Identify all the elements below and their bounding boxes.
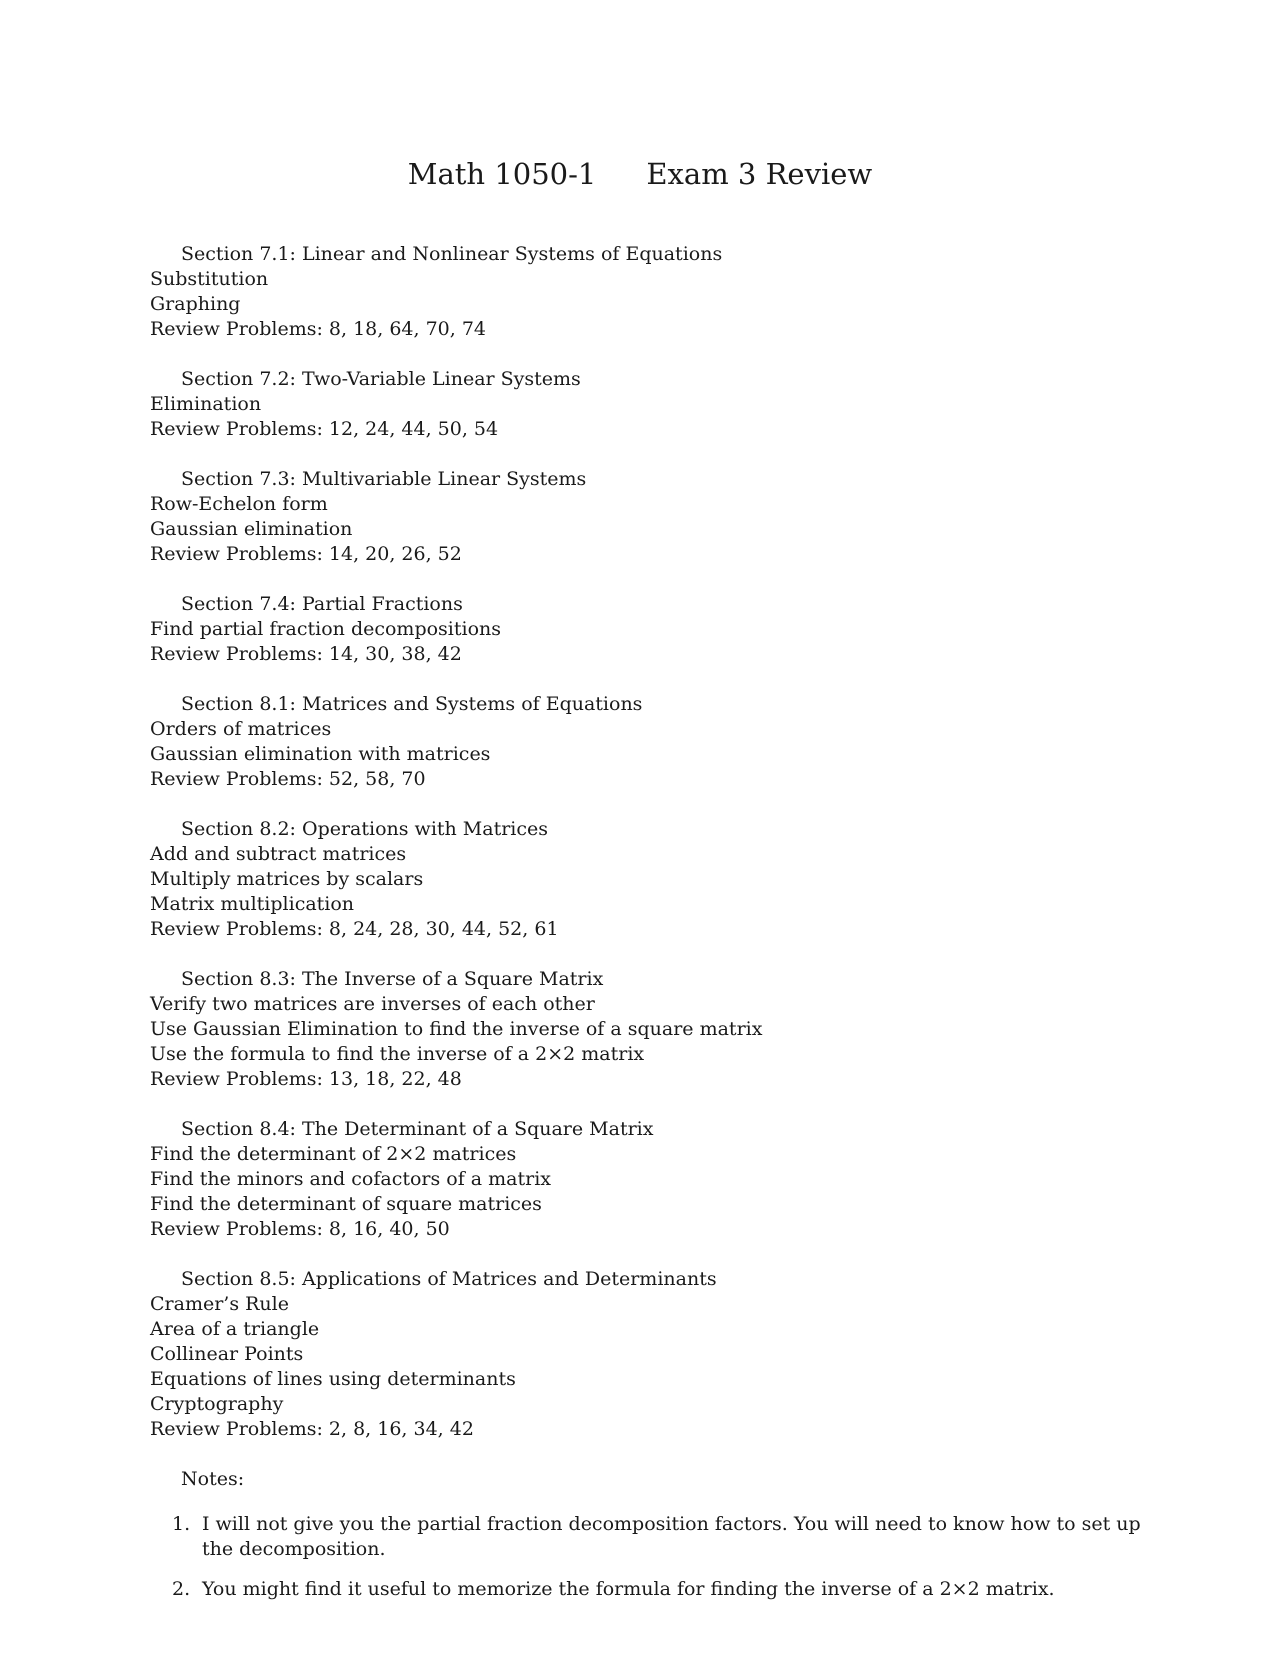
review-section — [150, 967, 1150, 1092]
review-problems: Review Problems: 52, 58, 70 — [150, 768, 426, 790]
topic-item: Orders of matrices — [150, 718, 332, 740]
topic-item: Find the determinant of square matrices — [150, 1193, 542, 1215]
review-content — [150, 242, 1150, 1617]
review-section — [150, 367, 1150, 442]
section-heading: Section 8.2: Operations with Matrices — [181, 818, 549, 840]
topic-item: Use Gaussian Elimination to find the inverse of a square matrix — [150, 1018, 763, 1040]
review-problems: Review Problems: 8, 18, 64, 70, 74 — [150, 318, 487, 340]
review-problems: Review Problems: 8, 24, 28, 30, 44, 52, 61 — [150, 918, 559, 940]
note-text: You might find it useful to memorize the formula for finding the inverse of a 2×2 matrix. — [202, 1578, 1055, 1600]
section-heading: Section 8.3: The Inverse of a Square Matrix — [181, 968, 604, 990]
topic-item: Area of a triangle — [150, 1318, 320, 1340]
section-heading: Section 7.1: Linear and Nonlinear Systems of Equations — [181, 243, 723, 265]
topic-item: Row-Echelon form — [150, 493, 328, 515]
section-heading: Section 7.4: Partial Fractions — [181, 593, 463, 615]
note-text: I will not give you the partial fraction decomposition factors. You will need to know how to set up the decomposition. — [202, 1513, 1141, 1560]
review-section — [150, 467, 1150, 567]
notes-heading: Notes: — [181, 1468, 245, 1490]
section-heading: Section 8.5: Applications of Matrices and Determinants — [181, 1268, 717, 1290]
review-problems: Review Problems: 14, 20, 26, 52 — [150, 543, 462, 565]
page-title — [0, 156, 1280, 192]
topic-item: Gaussian elimination with matrices — [150, 743, 491, 765]
review-section — [150, 592, 1150, 667]
review-section — [150, 1267, 1150, 1442]
topic-item: Elimination — [150, 393, 262, 415]
topic-item: Find the determinant of 2×2 matrices — [150, 1143, 517, 1165]
note-item — [150, 1577, 1150, 1602]
review-problems: Review Problems: 14, 30, 38, 42 — [150, 643, 462, 665]
course-number: Math 1050-1 — [407, 157, 597, 191]
topic-item: Multiply matrices by scalars — [150, 868, 424, 890]
review-problems: Review Problems: 12, 24, 44, 50, 54 — [150, 418, 499, 440]
topic-item: Find partial fraction decompositions — [150, 618, 502, 640]
topic-item: Add and subtract matrices — [150, 843, 407, 865]
note-number: 1. — [172, 1513, 191, 1535]
topic-item: Graphing — [150, 293, 241, 315]
topic-item: Verify two matrices are inverses of each other — [150, 993, 595, 1015]
review-section — [150, 692, 1150, 792]
topic-item: Cramer’s Rule — [150, 1293, 289, 1315]
review-problems: Review Problems: 8, 16, 40, 50 — [150, 1218, 450, 1240]
note-item — [150, 1512, 1150, 1562]
review-problems: Review Problems: 2, 8, 16, 34, 42 — [150, 1418, 474, 1440]
topic-item: Cryptography — [150, 1393, 284, 1415]
review-section — [150, 1117, 1150, 1242]
review-problems: Review Problems: 13, 18, 22, 48 — [150, 1068, 462, 1090]
topic-item: Use the formula to find the inverse of a 2×2 matrix — [150, 1043, 645, 1065]
exam-title: Exam 3 Review — [646, 157, 873, 191]
section-heading: Section 7.2: Two-Variable Linear Systems — [181, 368, 581, 390]
topic-item: Find the minors and cofactors of a matrix — [150, 1168, 552, 1190]
section-heading: Section 8.1: Matrices and Systems of Equations — [181, 693, 643, 715]
review-section — [150, 817, 1150, 942]
notes-list — [150, 1512, 1150, 1602]
topic-item: Gaussian elimination — [150, 518, 353, 540]
topic-item: Collinear Points — [150, 1343, 304, 1365]
note-number: 2. — [172, 1578, 191, 1600]
review-section — [150, 242, 1150, 342]
topic-item: Matrix multiplication — [150, 893, 355, 915]
section-heading: Section 7.3: Multivariable Linear Systems — [181, 468, 587, 490]
topic-item: Equations of lines using determinants — [150, 1368, 516, 1390]
topic-item: Substitution — [150, 268, 269, 290]
section-heading: Section 8.4: The Determinant of a Square Matrix — [181, 1118, 654, 1140]
